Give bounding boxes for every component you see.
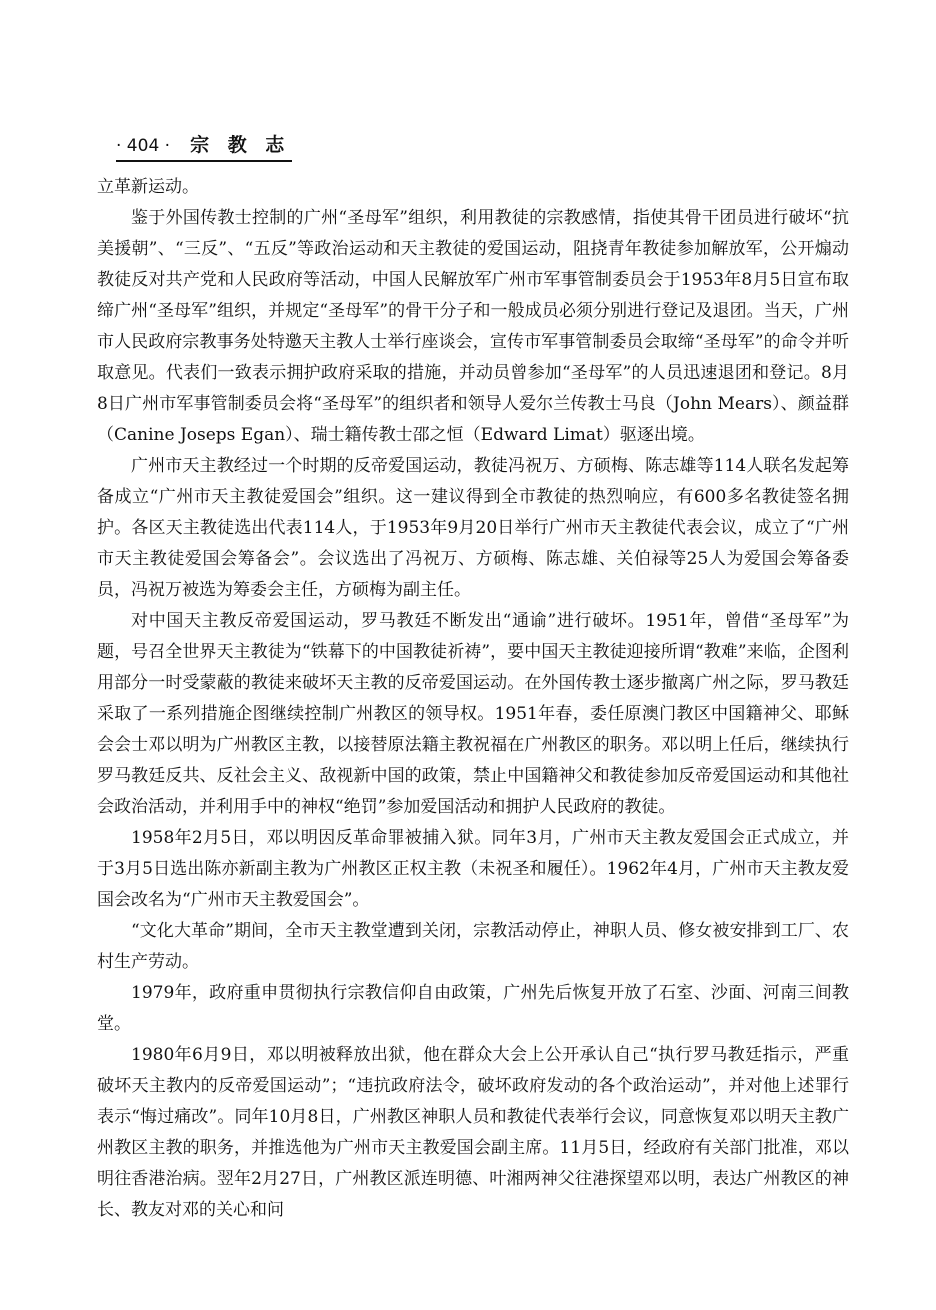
paragraph: 广州市天主教经过一个时期的反帝爱国运动，教徒冯祝万、方硕梅、陈志雄等114人联名发起筹备成立“广州市天主教徒爱国会”组织。这一建议得到全市教徒的热烈响应，有600多名教徒签名拥护。各区天主教徒选出代表114人，于1953年9月20日举行广州市天主教徒代表会议，成立了“广州市天主教徒爱国会筹备会”。会议选出了冯祝万、方硕梅、陈志雄、关伯禄等25人为爱国会筹备委员，冯祝万被选为筹委会主任，方硕梅为副主任。 <box>97 456 849 600</box>
body-text <box>97 172 849 1226</box>
running-header <box>116 132 292 162</box>
paragraph: 1980年6月9日，邓以明被释放出狱，他在群众大会上公开承认自己“执行罗马教廷指示，严重破坏天主教内的反帝爱国运动”；“违抗政府法令，破坏政府发动的各个政治运动”，并对他上述罪行表示“悔过痛改”。同年10月8日，广州教区神职人员和教徒代表举行会议，同意恢复邓以明天主教广州教区主教的职务，并推选他为广州市天主教爱国会副主席。11月5日，经政府有关部门批准，邓以明往香港治病。翌年2月27日，广州教区派连明德、叶湘两神父往港探望邓以明，表达广州教区的神长、教友对邓的关心和问 <box>97 1045 849 1220</box>
paragraph: “文化大革命”期间，全市天主教堂遭到关闭，宗教活动停止，神职人员、修女被安排到工厂、农村生产劳动。 <box>97 921 849 972</box>
paragraph: 1979年，政府重申贯彻执行宗教信仰自由政策，广州先后恢复开放了石室、沙面、河南三间教堂。 <box>97 983 849 1034</box>
page-number: · 404 · <box>116 136 171 156</box>
paragraph-continuation: 立革新运动。 <box>97 177 199 197</box>
paragraph: 1958年2月5日，邓以明因反革命罪被捕入狱。同年3月，广州市天主教友爱国会正式成立，并于3月5日选出陈亦新副主教为广州教区正权主教（未祝圣和履任）。1962年4月，广州市天主教友爱国会改名为“广州市天主教爱国会”。 <box>97 828 849 910</box>
book-title: 宗 教 志 <box>190 134 291 156</box>
paragraph: 对中国天主教反帝爱国运动，罗马教廷不断发出“通谕”进行破坏。1951年，曾借“圣母军”为题，号召全世界天主教徒为“铁幕下的中国教徒祈祷”，要中国天主教徒迎接所谓“教难”来临，企图利用部分一时受蒙蔽的教徒来破坏天主教的反帝爱国运动。在外国传教士逐步撤离广州之际，罗马教廷采取了一系列措施企图继续控制广州教区的领导权。1951年春，委任原澳门教区中国籍神父、耶稣会会士邓以明为广州教区主教，以接替原法籍主教祝福在广州教区的职务。邓以明上任后，继续执行罗马教廷反共、反社会主义、敌视新中国的政策，禁止中国籍神父和教徒参加反帝爱国运动和其他社会政治活动，并利用手中的神权“绝罚”参加爱国活动和拥护人民政府的教徒。 <box>97 611 849 817</box>
paragraph: 鉴于外国传教士控制的广州“圣母军”组织，利用教徒的宗教感情，指使其骨干团员进行破坏“抗美援朝”、“三反”、“五反”等政治运动和天主教徒的爱国运动，阻挠青年教徒参加解放军，公开煽动教徒反对共产党和人民政府等活动，中国人民解放军广州市军事管制委员会于1953年8月5日宣布取缔广州“圣母军”组织，并规定“圣母军”的骨干分子和一般成员必须分别进行登记及退团。当天，广州市人民政府宗教事务处特邀天主教人士举行座谈会，宣传市军事管制委员会取缔“圣母军”的命令并听取意见。代表们一致表示拥护政府采取的措施，并动员曾参加“圣母军”的人员迅速退团和登记。8月8日广州市军事管制委员会将“圣母军”的组织者和领导人爱尔兰传教士马良（John Mears）、颜益群（Canine Joseps Egan）、瑞士籍传教士邵之恒（Edward Limat）驱逐出境。 <box>97 208 849 445</box>
